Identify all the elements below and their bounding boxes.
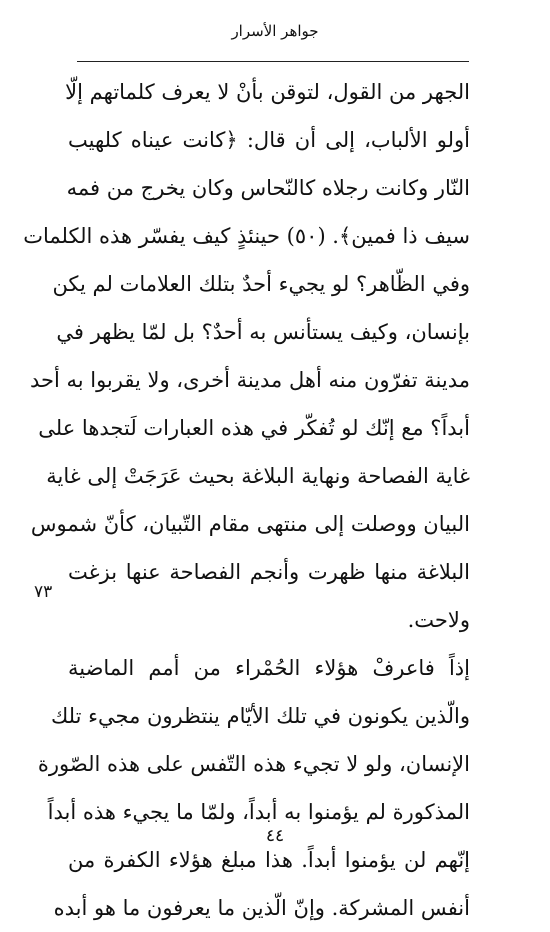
text-line: والّذين يكونون في تلك الأيّام ينتظرون مجيء تلك	[50, 704, 470, 728]
header-divider	[77, 61, 469, 62]
text-line: مدينة تفرّون منه أهل مدينة أخرى، ولا يقربوا به أحد	[29, 368, 470, 392]
text-line: وفي الظّاهر؟ لو يجيء أحدٌ بتلك العلامات لم يكن	[52, 272, 470, 296]
text-line: الجهر من القول، لتوقن بأنْ لا يعرف كلماتهم إلّا	[65, 80, 470, 104]
text-line: إنّهم لن يؤمنوا أبداً. هذا مبلغ هؤلاء الكفرة من	[68, 848, 470, 872]
text-line: بإنسان، وكيف يستأنس به أحدٌ؟ بل لمّا يظهر في	[56, 320, 470, 344]
text-line: أبداً؟ مع إنّك لو تُفكّر في هذه العبارات لَتجدها على	[38, 416, 470, 440]
text-line: البيان ووصلت إلى منتهى مقام التّبيان، كأنّ شموس	[30, 512, 470, 536]
text-line: أنفس المشركة. وإنّ الّذين ما يعرفون ما هو أبده	[53, 896, 470, 920]
text-line: الإنسان، ولو لا تجيء هذه التّفس على هذه الصّورة	[37, 752, 470, 776]
paragraph-end-line: ولاحت.	[407, 608, 470, 632]
text-line: المذكورة لم يؤمنوا به أبداً، ولمّا ما يجيء هذه أبداً	[47, 800, 470, 824]
text-line: إذاً فاعرفْ هؤلاء الحُمْراء من أمم الماضية	[68, 656, 470, 680]
page-number: ٤٤	[265, 826, 285, 846]
text-line: غاية الفصاحة ونهاية البلاغة بحيث عَرَجَتْ إلى غاية	[46, 464, 470, 488]
running-header-title: جواهر الأسرار	[231, 22, 319, 40]
text-line: النّار وكانت رجلاه كالنّحاس وكان يخرج من فمه	[66, 176, 470, 200]
text-line: أولو الألباب، إلى أن قال: ﴿كانت عيناه كلهيب	[68, 128, 470, 152]
text-line: البلاغة منها ظهرت وأنجم الفصاحة عنها بزغت	[68, 560, 470, 584]
text-line: سيف ذا فمين﴾. (٥٠) حينئذٍ كيف يفسّر هذه الكلمات	[23, 224, 470, 248]
verse-number: ٧٣	[34, 582, 53, 602]
